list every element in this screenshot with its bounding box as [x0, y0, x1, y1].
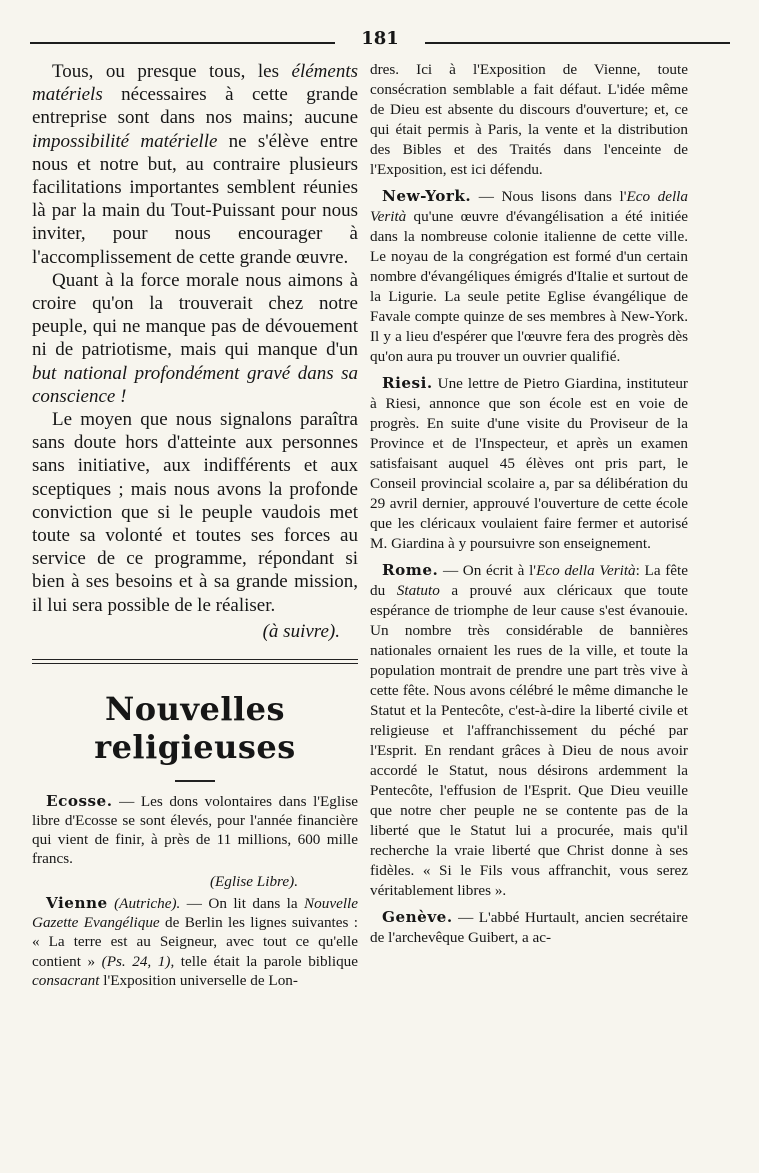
text-run: Quant à la force morale nous aimons à croire qu'on la trouverait chez notre peuple, qui ne manque pas de dévouement ni de patriotisme, mais qui manque d'un — [32, 269, 358, 361]
news-item — [370, 373, 688, 554]
italic-run: Statuto — [396, 582, 440, 599]
to-be-continued: (à suivre). — [262, 620, 340, 642]
text-run: Une lettre de Pietro Giardina, instituteur à Riesi, annonce que son école est en voie de progrès. En suite d'une visite du Proviseur de la Province et de l'Inspecteur, et après un examen satisfaisant auquel 45 élèves ont pris part, le Conseil provincial scolaire a, par sa délibération du 29 avril dernier, approuvé l'ouverture de cette école que les cléricaux voulaient faire fermer et autorisé M. Giardina à y poursuivre son enseignement. — [370, 375, 688, 552]
italic-run: Nouvelle Gazette Evangélique — [32, 894, 358, 932]
dateline: New-York. — [382, 187, 472, 205]
paragraph — [32, 408, 358, 617]
dateline: Vienne — [46, 893, 108, 912]
text-run: a prouvé aux cléricaux que toute espérance de triomphe de leur cause s'est évanouie. Un nombre très considérable de bannières nationales ornaient les rues de la ville, et toute la population montrait de prendre une part très vive à cette fête. Nous avons célébré le même dimanche le Statut et la Pentecôte, c'est-à-dire la liberté civile et religieuse et l'affranchissement du péché par l'Esprit. En rendant grâces à Dieu de nous avoir accordé le Statut, nous désirons ardemment la Pentecôte, l'effusion de l'Esprit. Que Dieu veuille que notre cher peuple ne se contente pas de la liberté que le Statut lui a procurée, mais qu'il recherche la vraie liberté que Christ donne à ses fidèles. « Si le Fils vous affranchit, vous serez véritablement libres ». — [370, 582, 689, 899]
news-item — [370, 60, 688, 180]
text-run: , telle était la parole biblique — [170, 952, 358, 970]
header-rule-right — [425, 42, 730, 44]
section-title: Nouvelles religieuses — [94, 689, 296, 766]
text-run: — Nous lisons dans l' — [471, 188, 627, 205]
text-run: Le moyen que nous signalons paraîtra sans doute hors d'atteinte aux personnes sans initiative, aux indifférents et aux sceptiques ; mais nous avons la profonde conviction que si le peuple vaudois met toute sa volonté et toutes ses forces au service de ce programme, répondant si bien à ses besoins et à sa grande mission, il lui sera possible de le réaliser. — [32, 409, 358, 616]
source-citation: (Eglise Libre). — [209, 872, 298, 890]
right-column — [370, 60, 688, 948]
italic-run: (Autriche). — [114, 894, 181, 912]
news-items — [32, 792, 358, 990]
text-run: nécessaires à cette grande entreprise sont dans nos mains; aucune — [32, 84, 358, 129]
italic-run: impossibilité matérielle — [32, 130, 218, 152]
text-run: qu'une œuvre d'évangélisation a été initiée dans la nombreuse colonie italienne de cette ville. Le noyau de la congrégation est formé d'un certain nombre d'évangéliques émigrés d'Italie et surtout de la Ligurie. La seule petite Eglise évangélique de Favale compte quinze de ses membres à New-York. Il y a lieu d'espérer que l'œuvre fera des progrès dès qu'on aura pu trouver un ouvrier qualifié. — [370, 208, 688, 365]
title-rule — [175, 780, 215, 782]
italic-run: but national profondément gravé dans sa conscience ! — [32, 362, 358, 407]
text-run: — L'abbé Hurtault, ancien secrétaire de l'archevêque Guibert, a ac- — [370, 909, 688, 946]
news-item — [32, 792, 358, 869]
page-header — [30, 28, 730, 52]
italic-run: éléments matériels — [32, 61, 358, 106]
section-divider — [32, 659, 358, 664]
italic-run: Eco della Verità — [370, 188, 688, 225]
news-item — [32, 894, 358, 990]
paragraph — [32, 269, 358, 408]
dateline: Rome. — [382, 561, 439, 579]
text-run: Tous, ou presque tous, les — [52, 61, 292, 82]
text-run: ne s'élève entre nous et notre but, au contraire plusieurs facilitations importantes semblent réunies là par la main du Tout-Puissant pour nous inviter, pour nous encourager à l'accomplissement de cette grande œuvre. — [32, 130, 358, 268]
article-continuation — [32, 60, 358, 617]
paragraph — [32, 60, 358, 269]
dateline: Ecosse. — [46, 791, 113, 810]
text-run: : La fête du — [370, 562, 688, 599]
text-run: — Les dons volontaires dans l'Eglise libre d'Ecosse se sont élevés, pour l'année financière qui vient de finir, à près de 11 millions, 600 mille francs. — [32, 792, 358, 868]
news-continued — [370, 60, 688, 948]
dateline: Riesi. — [382, 374, 433, 392]
page-number: 181 — [361, 28, 399, 49]
news-item — [370, 907, 688, 948]
dateline: Genève. — [382, 908, 453, 926]
header-rule-left — [30, 42, 335, 44]
italic-run: Eco della Verità — [536, 562, 636, 579]
news-source — [32, 872, 358, 891]
news-item — [370, 186, 688, 367]
text-run: — On écrit à l' — [438, 562, 537, 579]
italic-run: (Ps. 24, 1) — [101, 952, 171, 970]
italic-run: consacrant — [32, 971, 100, 989]
text-run: de Berlin les lignes suivantes : « La terre est au Seigneur, avec tout ce qu'elle contient » — [32, 914, 359, 970]
text-run: dres. Ici à l'Exposition de Vienne, toute consécration semblable a fait défaut. L'idée même de Dieu est absente du discours d'ouverture; et, ce qui était permis à Paris, la vente et la distribution des Bibles et des Traités dans l'enceinte de l'Exposition, est ici défendu. — [370, 61, 688, 178]
left-column — [32, 60, 358, 990]
text-run: l'Exposition universelle de Lon- — [99, 971, 298, 989]
text-run: — On lit dans la — [180, 894, 305, 912]
news-item — [370, 560, 688, 901]
